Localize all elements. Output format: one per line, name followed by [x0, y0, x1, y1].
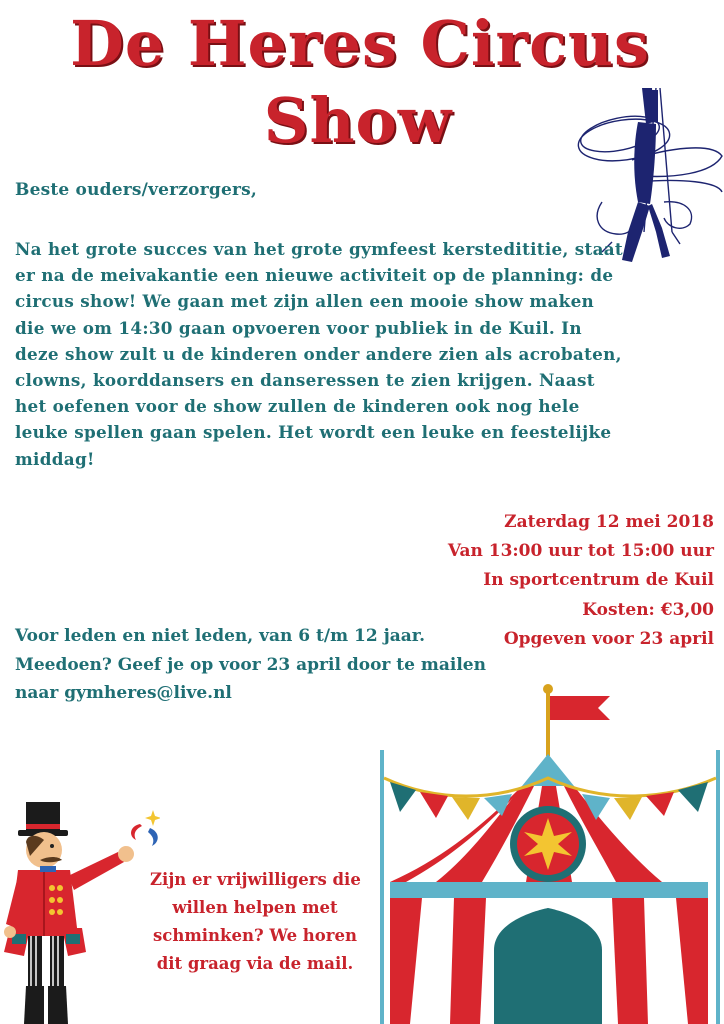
- volunteer-line: willen helpen met: [172, 898, 338, 917]
- registration-line: Voor leden en niet leden, van 6 t/m 12 jaar.: [15, 626, 426, 646]
- volunteer-line: dit graag via de mail.: [156, 954, 354, 973]
- circus-tent-illustration: [376, 682, 724, 1024]
- greeting: Beste ouders/verzorgers,: [15, 180, 258, 200]
- volunteer-line: Zijn er vrijwilligers die: [150, 870, 361, 889]
- ringmaster-illustration: [0, 796, 160, 1024]
- intro-line: leuke spellen gaan spelen. Het wordt een leuke en feestelijke: [15, 422, 612, 443]
- poster-title-line2: Show: [263, 84, 453, 157]
- intro-line: Na het grote succes van het grote gymfeest kerstedititie, staat: [15, 239, 623, 259]
- registration-line: Meedoen? Geef je op voor 23 april door te mailen: [15, 654, 486, 675]
- intro-line: die we om 14:30 gaan opvoeren voor publiek in de Kuil. In: [15, 317, 582, 338]
- intro-line: er na de meivakantie een nieuwe activiteit op de planning: de: [15, 265, 614, 286]
- intro-line: middag!: [15, 448, 95, 469]
- poster-title-line1: De Heres Circus: [70, 7, 650, 80]
- volunteer-line: schminken? We horen: [152, 926, 357, 945]
- intro-line: clowns, koorddansers en danseressen te zien krijgen. Naast: [15, 370, 595, 391]
- intro-line: deze show zult u de kinderen onder andere zien als acrobaten,: [15, 343, 622, 364]
- registration-email-line: naar gymheres@live.nl: [15, 683, 232, 703]
- intro-line: circus show! We gaan met zijn allen een mooie show maken: [15, 291, 595, 312]
- event-date: Zaterdag 12 mei 2018: [504, 512, 714, 532]
- intro-paragraph: [15, 236, 623, 472]
- volunteer-callout: [150, 866, 360, 978]
- event-deadline: Opgeven voor 23 april: [503, 628, 714, 649]
- event-location: In sportcentrum de Kuil: [483, 570, 714, 591]
- intro-line: het oefenen voor de show zullen de kinderen ook nog hele: [15, 396, 580, 417]
- event-time: Van 13:00 uur tot 15:00 uur: [447, 541, 714, 562]
- event-cost: Kosten: €3,00: [582, 599, 714, 620]
